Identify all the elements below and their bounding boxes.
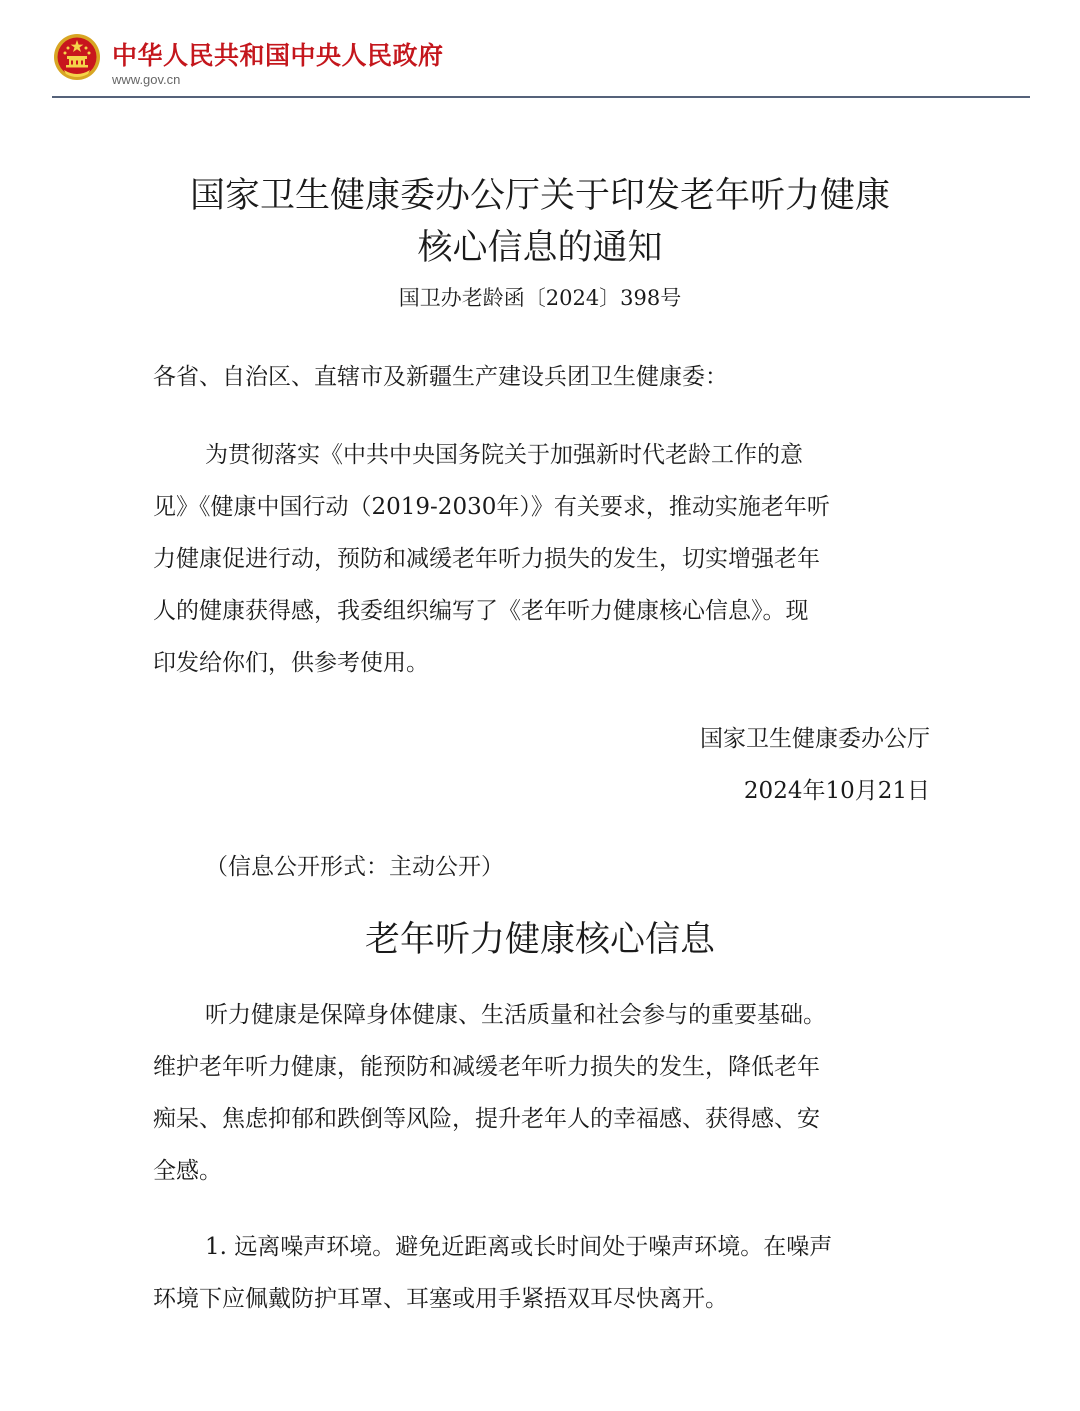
signature: 国家卫生健康委办公厅	[700, 726, 930, 752]
document-number: 国卫办老龄函〔2024〕398号	[398, 286, 682, 310]
body-line: 印发给你们，供参考使用。	[153, 650, 429, 676]
document-title-line-1: 国家卫生健康委办公厅关于印发老年听力健康	[189, 176, 890, 216]
body-line: 人的健康获得感，我委组织编写了《老年听力健康核心信息》。现	[153, 598, 809, 624]
site-domain[interactable]: www.gov.cn	[112, 72, 181, 87]
intro-line: 维护老年听力健康，能预防和减缓老年听力损失的发生，降低老年	[153, 1054, 820, 1080]
header-divider	[52, 96, 1030, 98]
body-line: 见》《健康中国行动（2019-2030年）》有关要求，推动实施老年听	[153, 494, 830, 520]
item-line: 1. 远离噪声环境。避免近距离或长时间处于噪声环境。在噪声	[205, 1234, 833, 1260]
disclosure-note: （信息公开形式：主动公开）	[205, 854, 504, 880]
body-line: 力健康促进行动，预防和减缓老年听力损失的发生，切实增强老年	[153, 546, 820, 572]
attachment-title: 老年听力健康核心信息	[364, 920, 715, 960]
body-line: 为贯彻落实《中共中央国务院关于加强新时代老龄工作的意	[205, 442, 803, 468]
document-title-line-2: 核心信息的通知	[417, 228, 663, 268]
site-header	[50, 28, 1030, 98]
intro-line: 听力健康是保障身体健康、生活质量和社会参与的重要基础。	[205, 1002, 826, 1028]
intro-line: 全感。	[153, 1158, 222, 1184]
site-name[interactable]: 中华人民共和国中央人民政府	[112, 41, 444, 70]
item-line: 环境下应佩戴防护耳罩、耳塞或用手紧捂双耳尽快离开。	[153, 1286, 728, 1312]
national-emblem-icon[interactable]	[52, 32, 102, 82]
addressee: 各省、自治区、直辖市及新疆生产建设兵团卫生健康委：	[153, 364, 728, 390]
intro-line: 痴呆、焦虑抑郁和跌倒等风险，提升老年人的幸福感、获得感、安	[153, 1106, 820, 1132]
issue-date: 2024年10月21日	[743, 778, 930, 804]
